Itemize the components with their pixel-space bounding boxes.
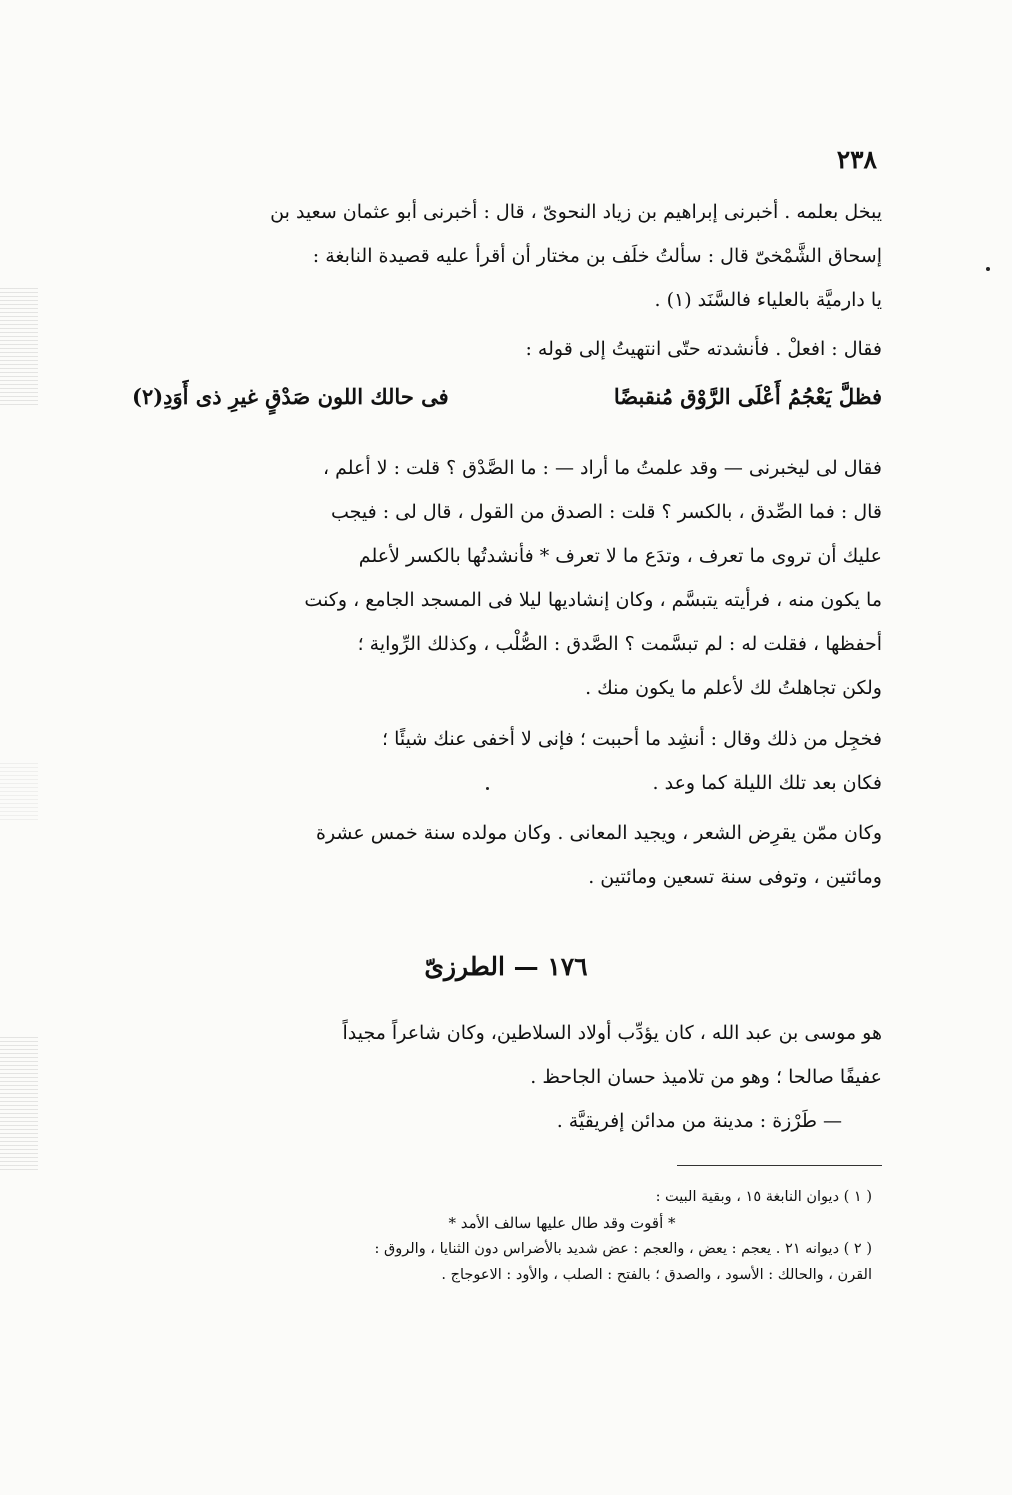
page-number: ٢٣٨ [836,145,877,174]
text-line: فخجِل من ذلك وقال : أنشِد ما أحببت ؛ فإنى لا أخفى عنك شيئًا ؛ [382,728,882,750]
text-line: عفيفًا صالحا ؛ وهو من تلاميذ حسان الجاحظ . [530,1066,882,1088]
footnote-2-line-1: ( ٢ ) ديوانه ٢١ . يعجم : يعض ، والعجم : عض شديد بالأضراس دون الثنايا ، والروق : [374,1241,872,1257]
text-line: قال : فما الصِّدق ، بالكسر ؟ قلت : الصدق من القول ، قال لى : فيجب [330,501,882,523]
text-line: أحفظها ، فقلت له : لم تبسَّمت ؟ الصَّدق : الصُّلْب ، وكذلك الرِّواية ؛ [357,633,882,655]
second-hemistich: فى حالك اللون صَدْقٍ غيرِ ذى أَوَدِ(٢) [132,384,449,409]
margin-mark [986,267,990,271]
opening-paragraph [132,190,882,322]
text-line: إسحاق الشَّمْخىّ قال : سألتُ خلَف بن مختار أن أقرأ عليه قصيدة النابغة : [312,245,882,267]
section-title: ١٧٦ — الطرزىّ [424,952,588,981]
text-line: عليك أن تروى ما تعرف ، وتدَع ما لا تعرف * فأنشدتُها بالكسر لأعلم [358,545,882,567]
text-line: هو موسى بن عبد الله ، كان يؤدِّب أولاد السلاطين، وكان شاعراً مجيداً [342,1022,882,1044]
text-line: ما يكون منه ، فرأيته يتبسَّم ، وكان إنشاديها ليلا فى المسجد الجامع ، وكنت [304,589,882,611]
first-hemistich: فظلَّ يَعْجُمُ أَعْلَى الرَّوْق مُنقبضًا [613,384,882,409]
entry-paragraph [132,1011,882,1143]
footnote-2-line-2: القرن ، والحالك : الأسود ، والصدق ؛ بالفتح : الصلب ، والأود : الاعوجاج . [441,1267,872,1283]
footnote-1-verse: * أقوت وقد طال عليها سالف الأمد * [448,1214,676,1232]
entry-note: — طَرْزة : مدينة من مدائن إفريقيَّة . [556,1110,842,1132]
stray-mark [486,787,489,790]
text-line: وكان ممّن يقرِض الشعر ، ويجيد المعانى . وكان مولده سنة خمس عشرة [315,822,882,844]
poem-verse [132,384,882,409]
poet-paragraph [132,811,882,899]
shame-paragraph [132,717,882,805]
text-line: يبخل بعلمه . أخبرنى إبراهيم بن زياد النحوىّ ، قال : أخبرنى أبو عثمان سعيد بن [270,201,882,223]
footnote-1: ( ١ ) ديوان النابغة ١٥ ، وبقية البيت : [655,1189,872,1205]
scan-edge-bottom [0,1035,38,1170]
text-line: يا دارميَّة بالعلياء فالسَّنَد (١) . [654,289,882,311]
text-line: فقال لى ليخبرنى — وقد علمتُ ما أراد — : ما الصَّدْق ؟ قلت : لا أعلم ، [322,457,882,479]
text-line: ولكن تجاهلتُ لك لأعلم ما يكون منك . [585,677,882,699]
text-line: فكان بعد تلك الليلة كما وعد . [652,772,882,794]
scan-edge-middle [0,760,38,820]
dialogue-paragraph [132,446,882,710]
footnote-divider [677,1165,882,1166]
scan-edge-top [0,285,38,405]
text-line: ومائتين ، وتوفى سنة تسعين ومائتين . [588,866,882,888]
text-line: فقال : افعلْ . فأنشدته حتّى انتهيتُ إلى قوله : [525,338,882,360]
footnotes [132,1184,872,1288]
intro-line [132,327,882,371]
